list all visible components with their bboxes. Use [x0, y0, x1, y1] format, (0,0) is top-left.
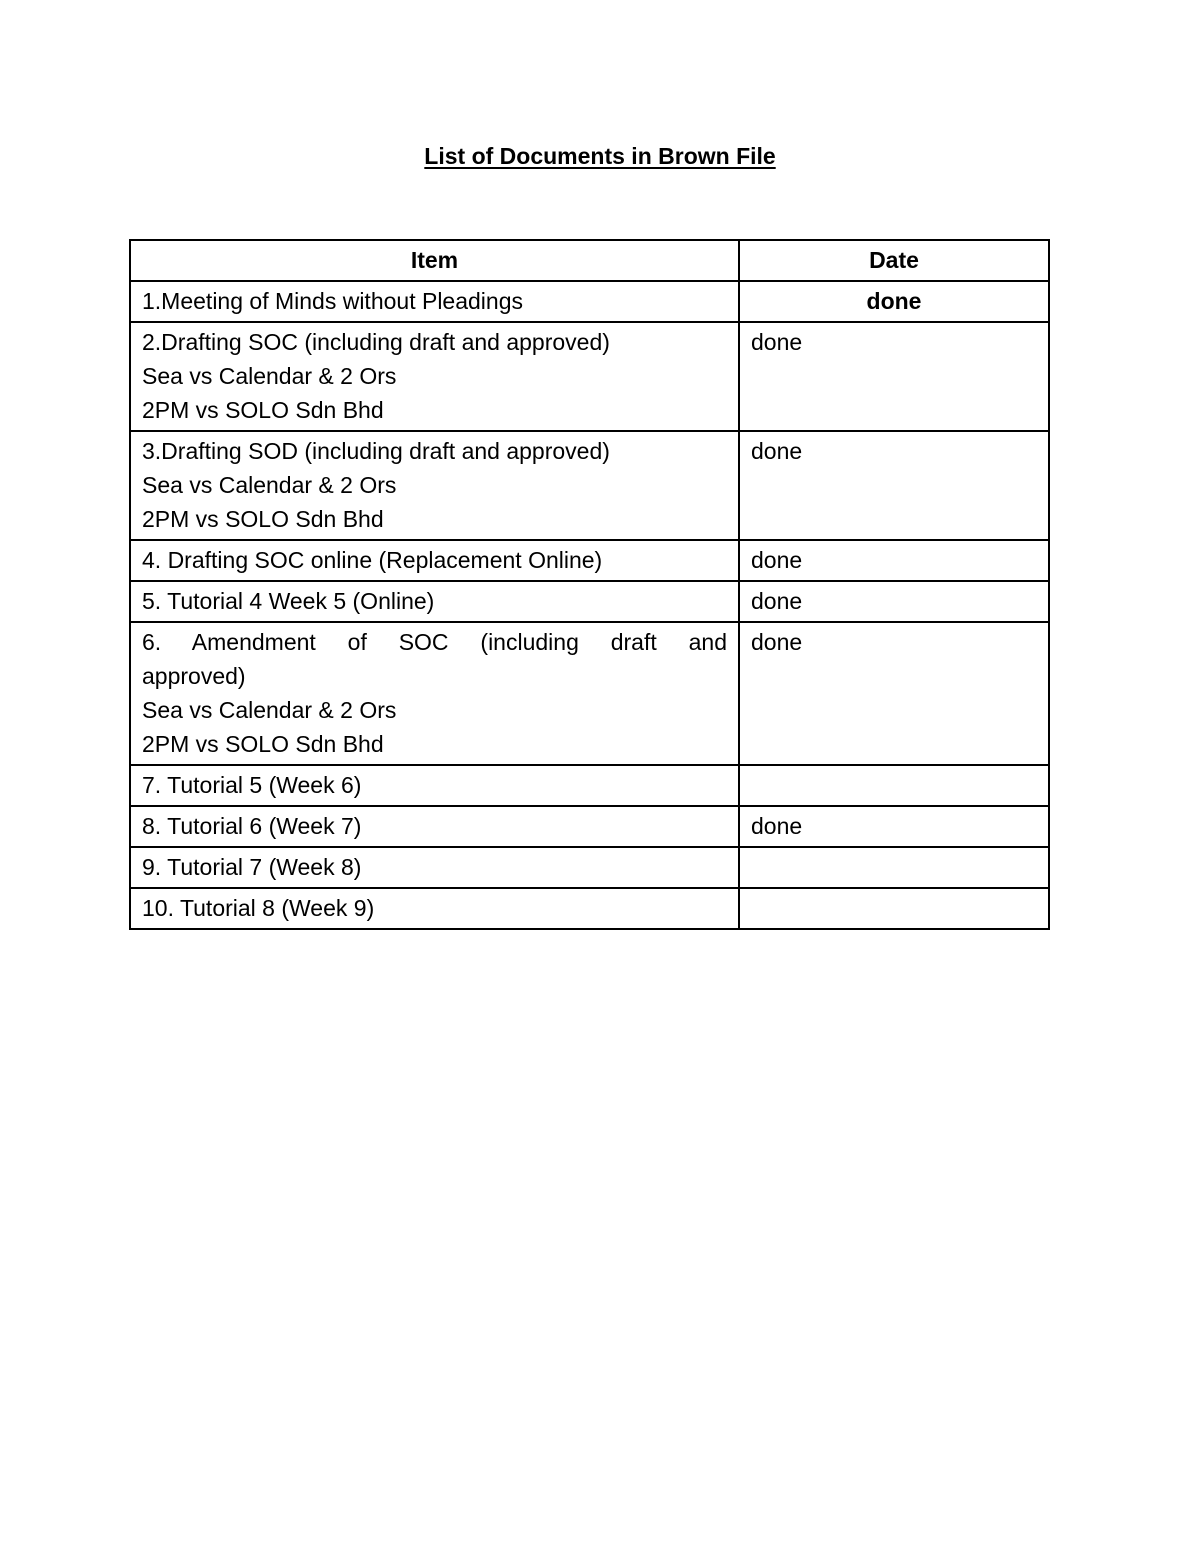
documents-table	[129, 239, 1050, 930]
table-row	[130, 540, 1049, 581]
item-line: 4. Drafting SOC online (Replacement Online)	[142, 547, 603, 573]
item-cell	[130, 806, 739, 847]
item-line: Sea vs Calendar & 2 Ors	[142, 697, 397, 723]
table-row	[130, 431, 1049, 540]
date-cell: done	[739, 581, 1049, 622]
item-line: 1.Meeting of Minds without Pleadings	[142, 288, 523, 314]
item-line: 2PM vs SOLO Sdn Bhd	[142, 397, 384, 423]
table-header-row	[130, 240, 1049, 281]
date-cell	[739, 847, 1049, 888]
item-cell	[130, 281, 739, 322]
item-cell	[130, 765, 739, 806]
header-date: Date	[739, 240, 1049, 281]
item-line: 2PM vs SOLO Sdn Bhd	[142, 506, 384, 532]
item-cell	[130, 581, 739, 622]
table-row	[130, 847, 1049, 888]
item-cell	[130, 622, 739, 765]
table-row	[130, 765, 1049, 806]
table-row	[130, 281, 1049, 322]
table-row	[130, 622, 1049, 765]
item-line: 2PM vs SOLO Sdn Bhd	[142, 731, 384, 757]
item-cell	[130, 847, 739, 888]
date-cell	[739, 765, 1049, 806]
date-cell: done	[739, 431, 1049, 540]
date-cell	[739, 888, 1049, 929]
date-cell: done	[739, 622, 1049, 765]
item-line: 2.Drafting SOC (including draft and approved)	[142, 329, 610, 355]
date-cell: done	[739, 540, 1049, 581]
item-cell	[130, 540, 739, 581]
item-line: Sea vs Calendar & 2 Ors	[142, 363, 397, 389]
table-row	[130, 888, 1049, 929]
header-item: Item	[130, 240, 739, 281]
table-row	[130, 806, 1049, 847]
document-title: List of Documents in Brown File	[424, 143, 776, 169]
table-row	[130, 581, 1049, 622]
date-cell: done	[739, 322, 1049, 431]
table-row	[130, 322, 1049, 431]
item-cell	[130, 431, 739, 540]
item-line: 6. Amendment of SOC (including draft and	[142, 629, 727, 655]
item-line: 7. Tutorial 5 (Week 6)	[142, 772, 362, 798]
item-cell	[130, 322, 739, 431]
item-line: 5. Tutorial 4 Week 5 (Online)	[142, 588, 435, 614]
item-cell	[130, 888, 739, 929]
item-line: 9. Tutorial 7 (Week 8)	[142, 854, 362, 880]
item-line: 3.Drafting SOD (including draft and approved)	[142, 438, 610, 464]
item-line: 10. Tutorial 8 (Week 9)	[142, 895, 375, 921]
item-line: 8. Tutorial 6 (Week 7)	[142, 813, 362, 839]
date-cell: done	[739, 806, 1049, 847]
item-line: Sea vs Calendar & 2 Ors	[142, 472, 397, 498]
item-line: approved)	[142, 663, 246, 689]
date-cell: done	[739, 281, 1049, 322]
